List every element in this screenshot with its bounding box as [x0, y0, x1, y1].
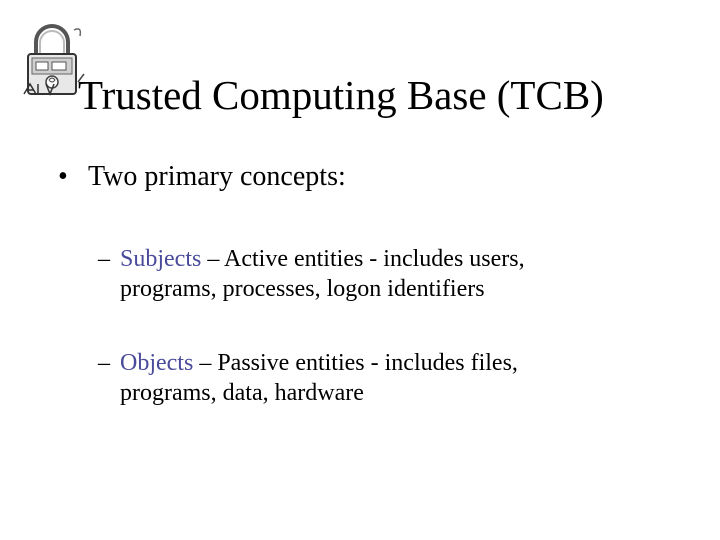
- bullet-text: Two primary concepts:: [88, 161, 346, 192]
- subpoint-text-line1: Active entities - includes users,: [224, 246, 525, 272]
- subpoint-separator: –: [201, 246, 225, 272]
- subpoint-separator: –: [193, 350, 218, 376]
- slide-title: Trusted Computing Base (TCB): [78, 72, 604, 118]
- subpoint-term: Objects: [120, 350, 194, 376]
- subpoint-marker: –: [98, 246, 110, 272]
- padlock-logo-icon: [22, 22, 86, 102]
- subpoint-subjects: [98, 244, 658, 304]
- subpoint-objects: [98, 348, 658, 408]
- bullet-marker: •: [58, 161, 68, 192]
- subpoint-text-line2: programs, data, hardware: [120, 380, 364, 406]
- subpoint-text-line2: programs, processes, logon identifiers: [120, 276, 485, 302]
- main-bullet: [58, 160, 346, 194]
- subpoint-marker: –: [98, 350, 110, 376]
- subpoint-text-line1: Passive entities - includes files,: [217, 350, 518, 376]
- subpoint-term: Subjects: [120, 246, 202, 272]
